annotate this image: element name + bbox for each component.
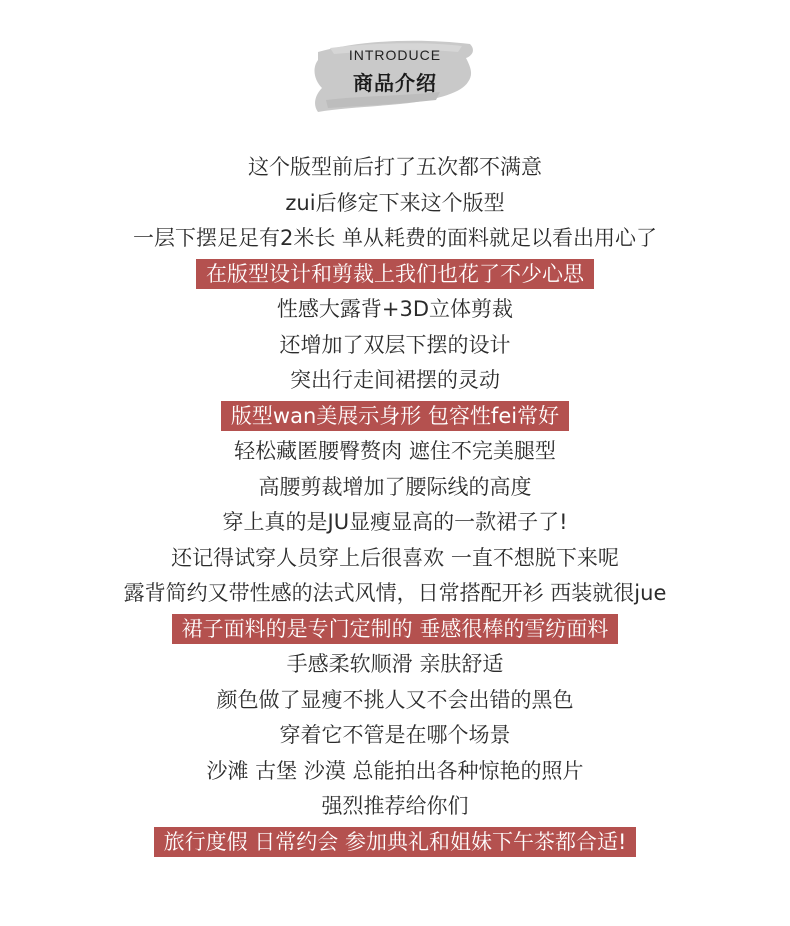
text-line-content: 版型wan美展示身形 包容性fei常好 (221, 401, 569, 431)
header-label-cn: 商品介绍 (353, 71, 437, 95)
section-header (0, 0, 790, 130)
text-line (0, 754, 790, 790)
text-line-content: 手感柔软顺滑 亲肤舒适 (286, 652, 504, 676)
text-line-content: 露背简约又带性感的法式风情，日常搭配开衫 西装就很jue (123, 581, 667, 605)
text-line (0, 576, 790, 612)
text-line-content: 穿上真的是JU显瘦显高的一款裙子了! (222, 510, 568, 534)
text-line-content: 还记得试穿人员穿上后很喜欢 一直不想脱下来呢 (171, 545, 619, 570)
brush-stroke-background (0, 0, 790, 130)
description-text-block (0, 150, 790, 860)
highlighted-text-line (0, 612, 790, 648)
text-line-content: 裙子面料的是专门定制的 垂感很棒的雪纺面料 (172, 614, 619, 644)
text-line-content: 在版型设计和剪裁上我们也花了不少心思 (196, 259, 594, 289)
text-line (0, 328, 790, 364)
text-line (0, 541, 790, 577)
text-line (0, 363, 790, 399)
text-line (0, 647, 790, 683)
text-line-content: 颜色做了显瘦不挑人又不会出错的黑色 (216, 687, 574, 712)
highlighted-text-line (0, 825, 790, 861)
text-line-content: 穿着它不管是在哪个场景 (279, 723, 511, 747)
highlighted-text-line (0, 399, 790, 435)
text-line-content: 这个版型前后打了五次都不满意 (248, 155, 542, 179)
text-line-content: 还增加了双层下摆的设计 (279, 332, 511, 357)
text-line (0, 292, 790, 328)
text-line-content: 性感大露背+3D立体剪裁 (276, 297, 514, 321)
text-line (0, 150, 790, 186)
header-label-en: INTRODUCE (348, 47, 442, 63)
text-line-content: 突出行走间裙摆的灵动 (290, 368, 500, 392)
text-line-content: 轻松藏匿腰臀赘肉 遮住不完美腿型 (234, 439, 556, 463)
text-line (0, 186, 790, 222)
text-line (0, 434, 790, 470)
text-line (0, 789, 790, 825)
highlighted-text-line (0, 257, 790, 293)
text-line-content: 强烈推荐给你们 (321, 794, 469, 818)
text-line-content: 高腰剪裁增加了腰际线的高度 (258, 474, 532, 499)
text-line-content: zui后修定下来这个版型 (285, 190, 505, 215)
text-line (0, 718, 790, 754)
text-line (0, 683, 790, 719)
text-line (0, 221, 790, 257)
text-line (0, 470, 790, 506)
text-line-content: 沙滩 古堡 沙漠 总能拍出各种惊艳的照片 (206, 758, 584, 783)
text-line-content: 旅行度假 日常约会 参加典礼和姐妹下午茶都合适! (154, 827, 637, 857)
text-line (0, 505, 790, 541)
text-line-content: 一层下摆足足有2米长 单从耗费的面料就足以看出用心了 (132, 226, 658, 250)
